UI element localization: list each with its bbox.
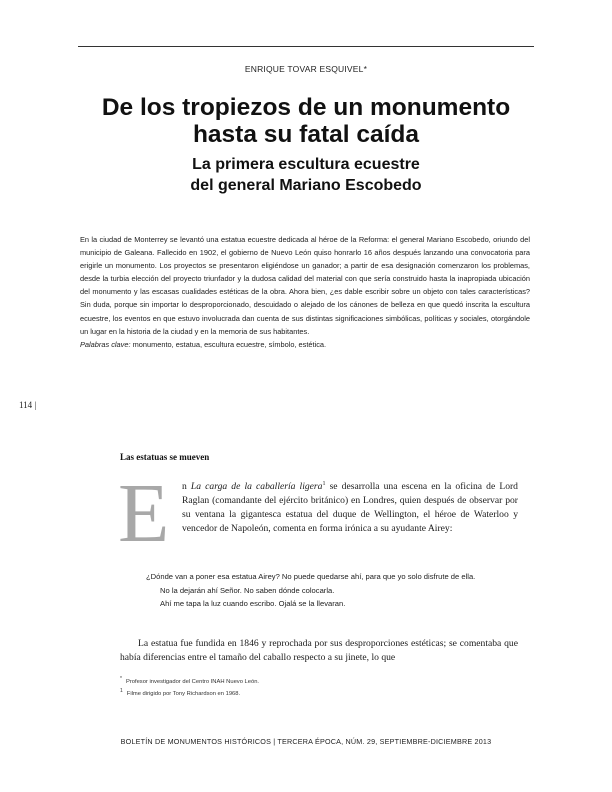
article-title-line-2: hasta su fatal caída [192, 121, 420, 148]
keywords-list: monumento, estatua, escultura ecuestre, símbolo, estética. [130, 339, 327, 349]
page-number: 114 | [19, 400, 37, 410]
article-subtitle-line-1: La primera escultura ecuestre [192, 156, 420, 173]
abstract-text: En la ciudad de Monterrey se levantó una estatua ecuestre dedicada al héroe de la Reforma: el general Mariano Escobedo, oriundo del municipio de Galeana. Fallecido en 1902, el gobierno de Nuevo León quiso honrarlo 16 años después lanzando una convocatoria para erigirle un monumento. Los proyectos se presentaron eligiéndose un ganador; a partir de esa designación comenzaron los problemas, desde la turbia elección del proyecto triunfador y la dudosa calidad del material con que sería construido hasta la inapropiada ubicación del monumento y las escasas cualidades estéticas de la obra. Ahora bien, ¿es dable escribir sobre un objeto con tales características? Sin duda, porque sin importar lo desproporcionado, descuidado o alejado de los cánones de belleza en que quedó inscrita la escultura ecuestre, los eventos en que estuvo involucrada dan cuenta de sus distintas significaciones simbólicas, políticas y sociales, otorgándole un lugar en la historia de la ciudad y en la memoria de sus habitantes. [80, 235, 530, 336]
article-title [60, 94, 552, 148]
film-title: La carga de la caballería ligera [190, 481, 323, 492]
quote-line-3: Ahí me tapa la luz cuando escribo. Ojalá se la llevaran. [160, 599, 346, 608]
footnote-text: Filme dirigido por Tony Richardson en 1968. [126, 690, 241, 697]
body-paragraph-2-text: La estatua fue fundida en 1846 y reprochada por sus desproporciones estéticas; se comentaba que había diferencias entre el tamaño del caballo respecto a su jinete, lo que [120, 638, 518, 663]
author-name: ENRIQUE TOVAR ESQUIVEL* [244, 64, 368, 74]
footnote-item [120, 677, 259, 689]
article-subtitle-line-2: del general Mariano Escobedo [190, 177, 422, 194]
header-rule [78, 46, 534, 47]
quote-line-2: No la dejarán ahí Señor. No saben dónde colocarla. [160, 585, 335, 595]
article-subtitle [60, 154, 552, 196]
article-title-line-1: De los tropiezos de un monumento [101, 94, 511, 121]
para1-rest: se desarrolla una escena en la oficina de Lord Raglan (comandante del ejército británico) en Londres, quien después de observar por su ventana la gigantesca estatua del duque de Wellington, el héroe de Waterloo y vencedor de Napoleón, comenta en forma irónica a su ayudante Airey: [182, 481, 518, 534]
footnotes [120, 677, 259, 700]
footnote-mark: 1 [120, 687, 123, 694]
body-paragraph-2 [120, 637, 518, 665]
keywords-label: Palabras clave: [80, 339, 131, 349]
body-paragraph-1 [182, 480, 518, 536]
quote-line-1: ¿Dónde van a poner esa estatua Airey? No puede quedarse ahí, para que yo solo disfrute de ella. [146, 572, 476, 581]
keywords [80, 338, 530, 351]
para1-start: n [182, 481, 191, 492]
section-heading: Las estatuas se mueven [120, 452, 210, 462]
journal-footer: BOLETÍN DE MONUMENTOS HISTÓRICOS | TERCERA ÉPOCA, NÚM. 29, SEPTIEMBRE-DICIEMBRE 2013 [120, 737, 492, 746]
footnote-text: Profesor investigador del Centro INAH Nuevo León. [125, 679, 260, 685]
footnote-item [120, 689, 259, 701]
abstract [80, 233, 530, 351]
block-quote [140, 570, 520, 611]
footnote-mark: * [120, 676, 122, 683]
footnote-ref-1[interactable]: 1 [322, 480, 326, 487]
drop-cap: E [118, 467, 170, 560]
